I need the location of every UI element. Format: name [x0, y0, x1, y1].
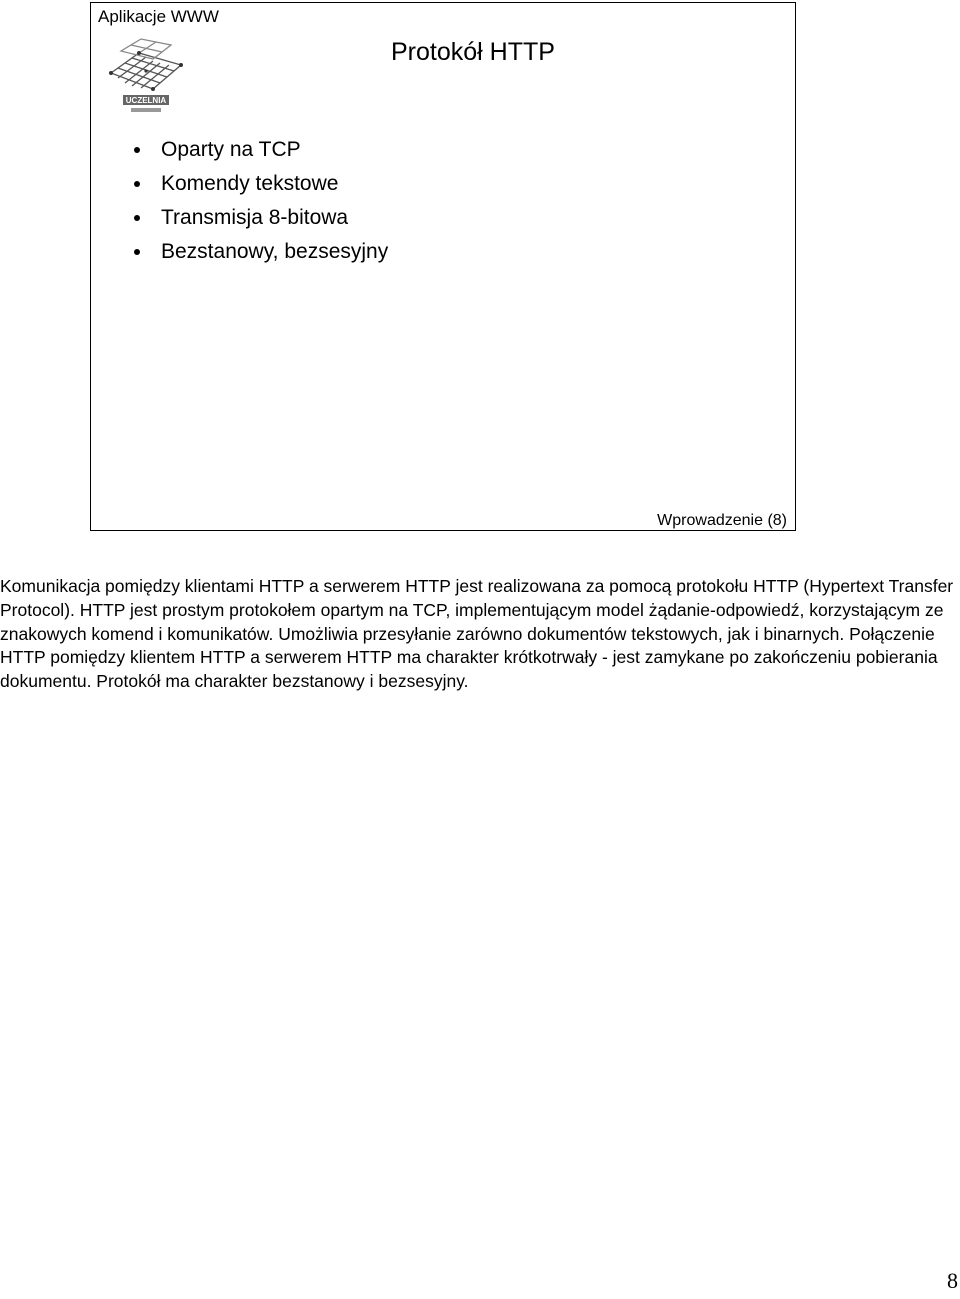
- list-item: Oparty na TCP: [133, 133, 388, 167]
- slide-title: Protokół HTTP: [391, 38, 555, 66]
- bullet-list: [133, 133, 388, 269]
- list-item: Transmisja 8-bitowa: [133, 201, 388, 235]
- slide-footer: Wprowadzenie (8): [657, 512, 787, 529]
- page-number: 8: [947, 1268, 958, 1293]
- list-item: Komendy tekstowe: [133, 167, 388, 201]
- grid-logo-icon: [101, 31, 189, 117]
- course-title: Aplikacje WWW: [98, 7, 219, 26]
- slide-frame: [90, 2, 796, 531]
- svg-text:UCZELNIA: UCZELNIA: [125, 96, 167, 105]
- list-item: Bezstanowy, bezsesyjny: [133, 235, 388, 269]
- notes-paragraph: Komunikacja pomiędzy klientami HTTP a serwerem HTTP jest realizowana za pomocą protokołu HTTP (Hypertext Transfer Protocol). HTTP jest prostym protokołem opartym na TCP, implementującym model żądanie-odpowiedź, korzystającym ze znakowych komend i komunikatów. Umożliwia przesyłanie zarówno dokumentów tekstowych, jak i binarnych. Połączenie HTTP pomiędzy klientem HTTP a serwerem HTTP ma charakter krótkotrwały - jest zamykane po zakończeniu pobierania dokumentu. Protokół ma charakter bezstanowy i bezsesyjny.: [0, 576, 954, 692]
